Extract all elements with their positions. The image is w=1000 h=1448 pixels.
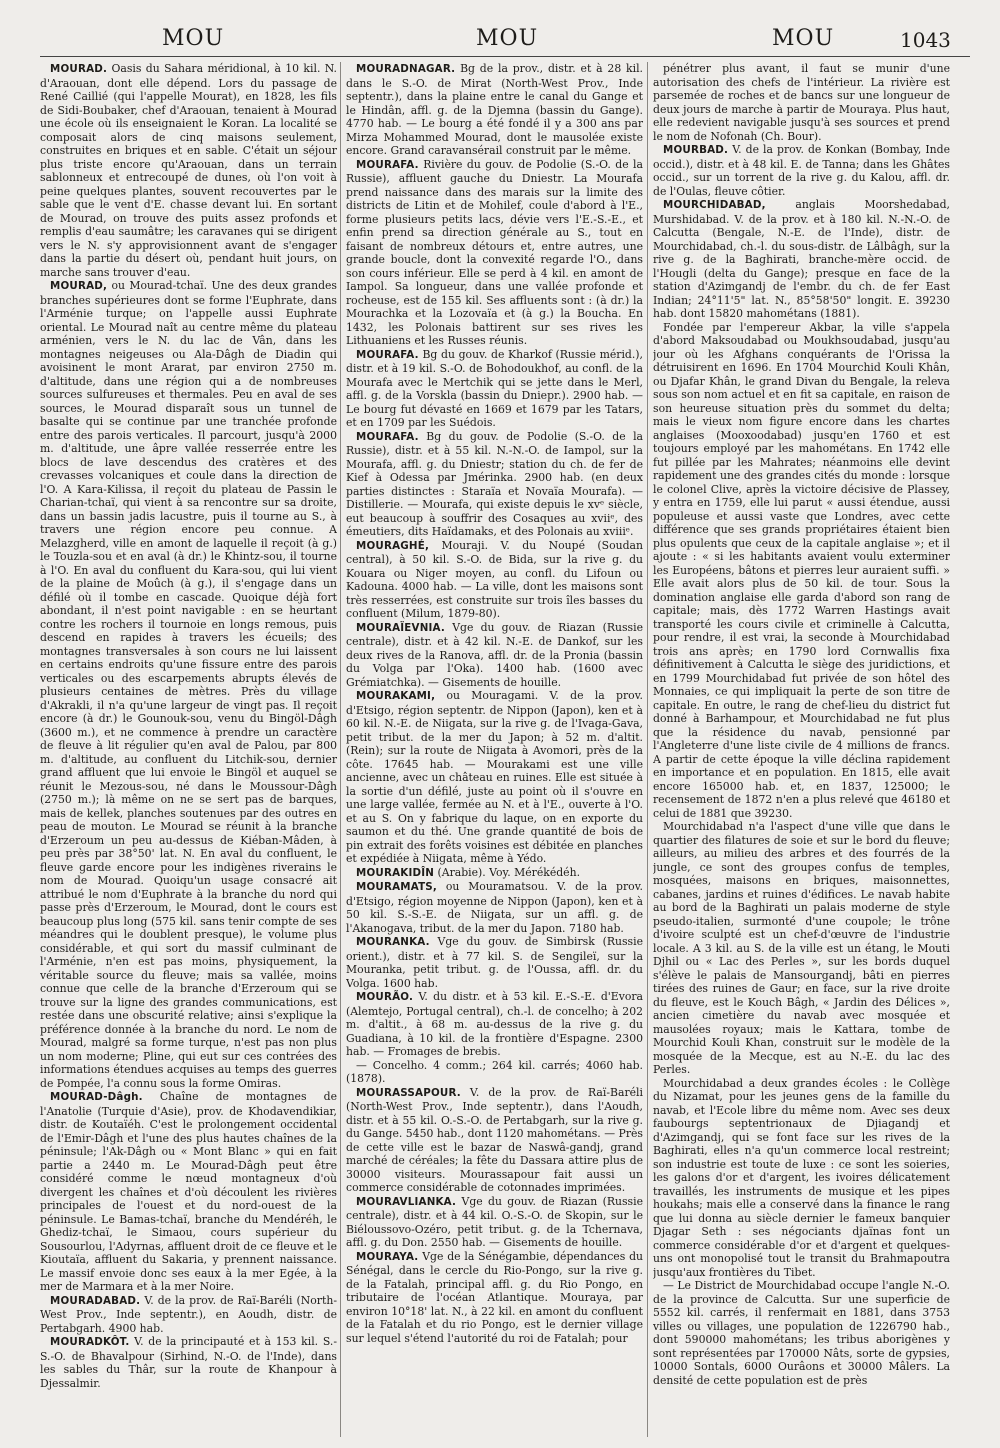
entry-text: ou Mouragami. V. de la prov. d'Etsigo, région septentr. de Nippon (Japon), ken et à 60 kil. N.-E. de Niigata, sur la rive g. de l'Ivaga-Gava, petit tribut. de la mer du Japon; à 52 m. d'altit. (Rein); sur la route de Niigata à Avomori, près de la côte. 17645 hab. — Mourakami est une ville ancienne, avec un château en ruines. Elle est située à la sortie d'un défilé, juste au point où il s'ouvre en une large vallée, fermée au N. et à l'E., ouverte à l'O. et au S. On y fabrique du laque, on en exporte du saumon et du thé. Une grande quantité de bois de pin extrait des forêts voisines est débitée en planches et expédiée à Niigata, même à Yédo. bbox=[346, 689, 643, 865]
entry-text: V. de la prov. de Raï-Baréli (North-West Prov., Inde septentr.), dans l'Aoudh, distr. et à 55 kil. O.-S.-O. de Pertabgarh, sur la rive g. du Gange. 5450 hab., dont 1120 mahométans. — Près de cette ville est le bazar de Naswâ-gandj, grand marché de céréales; la fête du Dassara attire plus de 30000 visiteurs. Mourassapour fait aussi un commerce considérable de cotonnades imprimées. bbox=[346, 1085, 643, 1194]
entry-text: anglais Moorshedabad, Murshidabad. V. de la prov. et à 180 kil. N.-N.-O. de Calcutta (Bengale, N.-E. de l'Inde), distr. de Mourchidabad, ch.-l. du sous-distr. de Lâlbâgh, sur la rive g. de la Baghirati, branche-mère occid. de l'Hougli (delta du Gange); presque en face de la station d'Azimgandj de l'embr. du ch. de fer East Indian; 24°11'5" lat. N., 85°58'50" longit. E. 39230 hab. dont 15820 mahométans (1881). bbox=[653, 198, 950, 320]
entry-headword: MOURADABAD. bbox=[50, 1294, 141, 1307]
dictionary-entry bbox=[346, 430, 643, 539]
entry-text: ou Mourad-tchaï. Une des deux grandes branches supérieures dont se forme l'Euphrate, dans l'Arménie turque; on l'appelle aussi Euphrate oriental. Le Mourad naît au centre même du plateau arménien, vers le N. du lac de Vân, dans les montagnes neigeuses ou Ala-Dâgh de Diadin qui avoisinent le mont Ararat, par environ 2750 m. d'altitude, dans une région qui a de nombreuses sources sulfureuses et thermales. Peu en aval de ses sources, le Mourad disparaît sous un tunnel de basalte qui se continue par une tranchée profonde entre des parois verticales. Il parcourt, jusqu'à 2000 m. d'altitude, une âpre vallée resserrée entre les blocs de lave descendus des cratères et des crevasses volcaniques et coule dans la direction de l'O. A Kara-Kilissa, il reçoit du plateau de Passin le Charian-tchaï, qui vient à sa rencontre sur sa droite, dans un bassin jadis lacustre, puis il tourne au S., à travers une région encore peu connue. A Melazgherd, ville en amont de laquelle il reçoit (à g.) le Touzla-sou et en aval (à dr.) le Khintz-sou, il tourne à l'O. En aval du confluent du Kara-sou, qui lui vient de la plaine de Moûch (à g.), il s'engage dans un défilé où il tombe en cascade. Quoique déjà fort abondant, il n'est point navigable : en se heurtant contre les rochers il tournoie en longs remous, puis descend en rapides à travers les écueils; des montagnes transversales à son cours ne lui laissent en certains endroits qu'une fissure entre des parois verticales ou des escarpements abrupts élevés de plusieurs centaines de mètres. Près du village d'Akrakli, il n'a qu'une largeur de vingt pas. Il reçoit encore (à dr.) le Gounouk-sou, venu du Bingöl-Dâgh (3600 m.), et ne commence à prendre un caractère de fleuve à lit régulier qu'en aval de Palou, par 800 m. d'altitude, au confluent du Litchik-sou, dernier grand affluent que lui envoie le Bingöl et auquel se réunit le Mezous-sou, né dans le Moussour-Dâgh (2750 m.); là même on ne se sert pas de barques, mais de kellek, planches soutenues par des outres en peau de mouton. Le Mourad se réunit à la branche d'Erzeroum un peu au-dessus de Kiéban-Mâden, à peu près par 38°50' lat. N. En aval du confluent, le fleuve garde encore pour les indigènes riverains le nom de Mourad. Quoiqu'un usage consacré ait attribué le nom d'Euphrate à la branche du nord qui passe près d'Erzeroum, le Mourad, dont le cours est beaucoup plus long (575 kil. sans tenir compte de ses méandres qui le doublent presque), le volume plus considérable, et qui sort du massif culminant de l'Arménie, n'en est pas moins, physiquement, la véritable source du fleuve; mais sa vallée, moins connue que celle de la branche d'Erzeroum qui se trouve sur la ligne des grandes communications, est restée dans une obscurité relative; ainsi s'explique la préférence donnée à la branche du nord. Le nom de Mourad, malgré sa forme turque, n'est pas non plus un nom moderne; Pline, qui eut sur ces contrées des informations étendues acquises au temps des guerres de Pompée, l'a connu sous la forme Omiras. bbox=[40, 279, 337, 1090]
dictionary-entry bbox=[346, 935, 643, 990]
entry-headword: MOURADKÔT. bbox=[50, 1336, 130, 1348]
entry-text: ou Mouramatsou. V. de la prov. d'Etsigo, région moyenne de Nippon (Japon), ken et à 50 kil. S.-S.-E. de Niigata, sur un affl. g. de l'Akanogava, tribut. de la mer du Japon. 7180 hab. bbox=[346, 880, 643, 935]
dictionary-entry bbox=[653, 1279, 950, 1387]
dictionary-entry bbox=[346, 1059, 643, 1086]
entry-headword: MOURAKAMI, bbox=[356, 690, 436, 702]
entry-headword: MOURÃO. bbox=[356, 991, 414, 1003]
entry-headword: MOURAMATS, bbox=[356, 881, 438, 893]
entry-text: — Concelho. 4 comm.; 264 kil. carrés; 4060 hab. (1878). bbox=[346, 1058, 643, 1085]
entry-text: Bg du gouv. de Podolie (S.-O. de la Russie), distr. et à 55 kil. N.-N.-O. de Iampol, sur la Mourafa, affl. g. du Dniestr; station du ch. de fer de Kief à Odessa par Jmérinka. 2900 hab. (en deux parties distinctes : Staraïa et Novaïa Mourafa). — Distillerie. — Mourafa, qui existe depuis le xvᵉ siècle, eut beaucoup à souffrir des Cosaques au xviiᵉ, des émeutiers, dits Haïdamaks, et des Polonais au xviiiᵉ. bbox=[346, 429, 643, 538]
dictionary-entry bbox=[653, 62, 950, 143]
dictionary-entry bbox=[346, 348, 643, 430]
entry-text: Bg de la prov., distr. et à 28 kil. dans le S.-O. de Mirat (North-West Prov., Inde septentr.), dans la plaine entre le canal du Gange et le Hindân, affl. g. de la Djemna (bassin du Gange). 4770 hab. — Le bourg a été fondé il y a 300 ans par Mirza Mohammed Mourad, dont le mausolée existe encore. Grand caravansérail construit par le même. bbox=[346, 62, 643, 157]
dictionary-entry bbox=[653, 321, 950, 821]
running-head-left: MOU bbox=[162, 26, 225, 51]
dictionary-entry bbox=[40, 1090, 337, 1294]
dictionary-entry bbox=[40, 62, 337, 279]
entry-text: Vge du gouv. de Simbirsk (Russie orient.), distr. et à 77 kil. S. de Sengileï, sur la Mouranka, petit tribut. g. de l'Oussa, affl. dr. du Volga. 1600 hab. bbox=[346, 935, 643, 990]
dictionary-entry bbox=[346, 1250, 643, 1346]
dictionary-entry bbox=[346, 158, 643, 348]
dictionary-entry bbox=[346, 1086, 643, 1195]
entry-text: Oasis du Sahara méridional, à 10 kil. N. d'Araouan, dont elle dépend. Lors du passage de René Caillié (qui l'appelle Mourat), en 1828, les fils de Sidi-Boubaker, chef d'Araouan, tenaient à Mourad une école où ils enseignaient le Koran. La localité se composait alors de cinq maisons seulement, construites en briques et en sable. C'était un séjour plus triste encore qu'Araouan, dans un terrain sablonneux et entrecoupé de dunes, où l'on voit à peine quelques plantes, souvent recouvertes par le sable que le vent d'E. chasse devant lui. En sortant de Mourad, on trouve des puits assez profonds et remplis d'eau saumâtre; les caravanes qui se dirigent vers le N. s'y approvisionnent avant de s'engager dans la partie du désert où, pendant huit jours, on marche sans trouver d'eau. bbox=[40, 62, 337, 279]
entry-text: pénétrer plus avant, il faut se munir d'une autorisation des chefs de l'intérieur. La rivière est parsemée de roches et de bancs sur une longueur de deux jours de marche à partir de Mouraya. Plus haut, elle redevient navigable jusqu'à ses sources et prend le nom de Nofonah (Ch. Bour). bbox=[653, 62, 950, 143]
dictionary-entry bbox=[346, 866, 643, 881]
entry-headword: MOURAD-Dâgh. bbox=[50, 1091, 143, 1103]
entry-headword: MOURAVLIANKA. bbox=[356, 1195, 457, 1208]
entry-headword: MOURBAD. bbox=[663, 144, 729, 156]
text-column-middle bbox=[346, 62, 643, 1437]
text-column-right bbox=[653, 62, 950, 1437]
running-head-center: MOU bbox=[476, 26, 539, 51]
entry-text: V. de la prov. de Konkan (Bombay, Inde occid.), distr. et à 48 kil. E. de Tanna; dans les Ghâtes occid., sur un torrent de la rive g. du Kalou, affl. dr. de l'Oulas, fleuve côtier. bbox=[653, 143, 950, 198]
entry-text: — Le District de Mourchidabad occupe l'angle N.-O. de la province de Calcutta. Sur une superficie de 5552 kil. carrés, il renfermait en 1881, dans 3753 villes ou villages, une population de 1226790 hab., dont 590000 mahométans; les tribus aborigènes y sont représentées par 170000 Nâts, sorte de gypsies, 10000 Sontals, 6000 Ourâons et 30000 Mâlers. La densité de cette population est de près bbox=[653, 1279, 950, 1387]
entry-text: Chaîne de montagnes de l'Anatolie (Turquie d'Asie), prov. de Khodavendikiar, distr. de Koutaïéh. C'est le prolongement occidental de l'Emir-Dâgh et l'une des plus hautes chaînes de la péninsule; l'Ak-Dâgh ou « Mont Blanc » qui en fait partie a 2440 m. Le Mourad-Dâgh peut être considéré comme le nœud montagneux d'où divergent les chaînes et d'où découlent les rivières principales de l'ouest et du nord-ouest de la péninsule. Le Bamas-tchaï, branche du Mendéréh, le Ghediz-tchaï, le Simaou, cours supérieur du Sousourlou, l'Adyrnas, affluent droit de ce fleuve et le Kioutaïa, affluent du Sakaria, y prennent naissance. Le massif envoie donc ses eaux à la mer Egée, à la mer de Marmara et à la mer Noire. bbox=[40, 1090, 337, 1293]
entry-text: V. de la principauté et à 153 kil. S.-S.-O. de Bhavalpour (Sirhind, N.-O. de l'Inde), dans les sables du Thâr, sur la route de Khanpour à Djessalmir. bbox=[40, 1335, 337, 1390]
entry-headword: MOURADNAGAR. bbox=[356, 63, 456, 75]
header-rule bbox=[40, 56, 970, 57]
column-divider bbox=[647, 62, 648, 1437]
dictionary-entry bbox=[653, 820, 950, 1077]
entry-text: Fondée par l'empereur Akbar, la ville s'appela d'abord Maksoudabad ou Moukhsoudabad, jusqu'au jour où les Afghans conquérants de l'Orissa la détruisirent en 1696. En 1704 Mourchid Kouli Khân, ou Djafar Khân, le grand Divan du Bengale, la releva sous son nom actuel et en fit sa capitale, en raison de son heureuse situation près du sommet du delta; mais le vieux nom figure encore dans les chartes anglaises (Mooxoodabad) jusqu'en 1760 et est toujours employé par les mahométans. En 1742 elle fut pillée par les Mahrates; néanmoins elle devint rapidement une des grandes cités du monde : lorsque le colonel Clive, après la victoire décisive de Plassey, y entra en 1759, elle lui parut « aussi étendue, aussi populeuse et aussi vaste que Londres, avec cette différence que ses grands propriétaires étaient bien plus opulents que ceux de la capitale anglaise »; et il ajoute : « si les habitants avaient voulu exterminer les Européens, bâtons et pierres leur auraient suffi. » Elle avait alors plus de 50 kil. de tour. Sous la domination anglaise elle garda d'abord son rang de capitale; mais, dès 1772 Warren Hastings avait transporté les cours civile et criminelle à Calcutta, pour rendre, il est vrai, la seconde à Mourchidabad trois ans après; en 1790 lord Cornwallis fixa définitivement à Calcutta le siège des juridictions, et en 1799 Mourchidabad fut privée de son hôtel des Monnaies, ce qui impliquait la perte de son titre de capitale. En outre, le rang de chef-lieu du district fut donné à Barhampour, et Mourchidabad ne fut plus que la résidence du navab, pensionné par l'Angleterre d'une liste civile de 4 millions de francs. A partir de cette époque la ville déclina rapidement en importance et en population. En 1815, elle avait encore 165000 hab. et, en 1837, 125000; le recensement de 1872 n'en a plus relevé que 46180 et celui de 1881 que 39230. bbox=[653, 320, 950, 820]
entry-headword: MOURANKA. bbox=[356, 936, 430, 948]
entry-text: Bg du gouv. de Kharkof (Russie mérid.), distr. et à 19 kil. S.-O. de Bohodoukhof, au confl. de la Mourafa avec le Mertchik qui se jette dans le Merl, affl. g. de la Vorskla (bassin du Dniepr.). 2900 hab. — Le bourg fut dévasté en 1669 et 1679 par les Tatars, et en 1709 par les Suédois. bbox=[346, 347, 643, 429]
entry-headword: MOURAFA. bbox=[356, 158, 419, 171]
entry-text: Vge de la Sénégambie, dépendances du Sénégal, dans le cercle du Rio-Pongo, sur la rive g. de la Fatalah, principal affl. g. du Rio Pongo, en tributaire de l'océan Atlantique. Mouraya, par environ 10°18' lat. N., à 22 kil. en amont du confluent de la Fatalah et du rio Pongo, est le dernier village sur lequel s'étend l'autorité du roi de Fatalah; pour bbox=[346, 1249, 643, 1345]
entry-headword: MOURCHIDABAD, bbox=[663, 199, 766, 211]
entry-headword: MOURAYA. bbox=[356, 1250, 419, 1263]
entry-text: (Arabie). Voy. Mérékédéh. bbox=[434, 865, 581, 879]
entry-headword: MOURAGHÉ, bbox=[356, 539, 430, 552]
dictionary-entry bbox=[40, 279, 337, 1090]
dictionary-entry bbox=[346, 621, 643, 690]
page-number: 1043 bbox=[900, 28, 951, 52]
dictionary-entry bbox=[653, 198, 950, 321]
running-head-right: MOU bbox=[772, 26, 835, 51]
entry-headword: MOURAFA. bbox=[356, 430, 419, 443]
entry-text: Rivière du gouv. de Podolie (S.-O. de la Russie), affluent gauche du Dniestr. La Mourafa prend naissance dans des marais sur la limite des districts de Litin et de Mohilef, coule d'abord à l'E., forme plusieurs petits lacs, dévie vers l'E.-S.-E., et enfin prend sa direction générale au S., tout en faisant de nombreux détours et, entre autres, une grande boucle, dont la convexité regarde l'O., dans son cours inférieur. Elle se perd à 4 kil. en amont de Iampol. Sa longueur, dans une vallée profonde et rocheuse, est de 155 kil. Ses affluents sont : (à dr.) la Mourachka et la Lozovaïa et (à g.) la Boucha. En 1432, les Polonais battirent sur ses rives les Lithuaniens et les Russes réunis. bbox=[346, 157, 643, 347]
entry-text: V. de la prov. de Raï-Baréli (North-West Prov., Inde septentr.), en Aoudh, distr. de Pertabgarh. 4900 hab. bbox=[40, 1293, 337, 1335]
dictionary-entry bbox=[346, 880, 643, 935]
dictionary-entry bbox=[653, 143, 950, 198]
dictionary-entry bbox=[346, 689, 643, 866]
dictionary-entry bbox=[653, 1077, 950, 1280]
dictionary-entry bbox=[346, 539, 643, 621]
entry-text: V. du distr. et à 53 kil. E.-S.-E. d'Evora (Alemtejo, Portugal central), ch.-l. de concelho; à 202 m. d'altit., à 68 m. au-dessus de la rive g. du Guadiana, à 10 kil. de la frontière d'Espagne. 2300 hab. — Fromages de brebis. bbox=[346, 990, 643, 1058]
dictionary-entry bbox=[346, 62, 643, 158]
entry-headword: MOURAKIDÎN bbox=[356, 866, 435, 879]
entry-text: Vge du gouv. de Riazan (Russie centrale), distr. et à 44 kil. O.-S.-O. de Skopin, sur le Biéloussovo-Ozéro, petit tribut. g. de la Tchernava, affl. g. du Don. 2550 hab. — Gisements de houille. bbox=[346, 1194, 643, 1249]
entry-text: Mouraji. V. du Noupé (Soudan central), à 50 kil. S.-O. de Bida, sur la rive g. du Kouara ou Niger moyen, au confl. du Lifoun ou Kadouna. 4000 hab. — La ville, dont les maisons sont très resserrées, est construite sur trois îles basses du confluent (Milum, 1879-80). bbox=[346, 538, 643, 620]
entry-headword: MOURAÏEVNIA. bbox=[356, 621, 446, 634]
entry-text: Vge du gouv. de Riazan (Russie centrale), distr. et à 42 kil. N.-E. de Dankof, sur les deux rives de la Ranova, affl. dr. de la Pronia (bassin du Volga par l'Oka). 1400 hab. (1600 avec Grémiatchka). — Gisements de houille. bbox=[346, 620, 643, 689]
entry-headword: MOURASSAPOUR. bbox=[356, 1086, 461, 1099]
entry-headword: MOURAFA. bbox=[356, 348, 419, 361]
entry-text: Mourchidabad a deux grandes écoles : le Collège du Nizamat, pour les jeunes gens de la famille du navab, et l'Ecole libre du même nom. Avec ses deux faubourgs septentrionaux de Djiagandj et d'Azimgandj, qui se font face sur les rives de la Baghirati, elles n'a qu'un commerce local restreint; son industrie est toute de luxe : ce sont les soieries, les galons d'or et d'argent, les ivoires délicatement travaillés, les instruments de musique et les pipes houkahs; mais elle a conservé dans la finance le rang que lui donna au siècle dernier le fameux banquier Djagar Seth : ses négociants djaïnas font un commerce considérable d'or et d'argent et quelques-uns ont monopolisé tout le transit du Brahmapoutra jusqu'aux frontières du Tibet. bbox=[653, 1076, 950, 1279]
entry-headword: MOURAD, bbox=[50, 280, 108, 292]
dictionary-entry bbox=[40, 1294, 337, 1336]
column-divider bbox=[340, 62, 341, 1437]
entry-text: Mourchidabad n'a l'aspect d'une ville que dans le quartier des filatures de soie et sur le bord du fleuve; ailleurs, au milieu des arbres et des fourrés de la jungle, ce sont des groupes confus de temples, mosquées, maisons en briques, maisonnettes, cabanes, jardins et ruines d'édifices. Le navab habite au bord de la Baghirati un palais moderne de style pseudo-italien, surmonté d'une coupole; le trône d'ivoire sculpté est un chef-d'œuvre de l'industrie locale. A 3 kil. au S. de la ville est un étang, le Mouti Djhil ou « Lac des Perles », sur les bords duquel s'élève le palais de Mansourgandj, bâti en pierres tirées des ruines de Gaur; en face, sur la rive droite du fleuve, est le Kouch Bâgh, « Jardin des Délices », ancien cimetière du navab avec mosquée et mausolées royaux; mais le Kattara, tombe de Mourchid Kouli Khan, construit sur le modèle de la mosquée de la Mecque, est au N.-E. du lac des Perles. bbox=[653, 820, 950, 1076]
entry-headword: MOURAD. bbox=[50, 63, 108, 75]
dictionary-entry bbox=[346, 1195, 643, 1250]
dictionary-entry bbox=[346, 990, 643, 1059]
text-column-left bbox=[40, 62, 337, 1437]
dictionary-entry bbox=[40, 1335, 337, 1390]
